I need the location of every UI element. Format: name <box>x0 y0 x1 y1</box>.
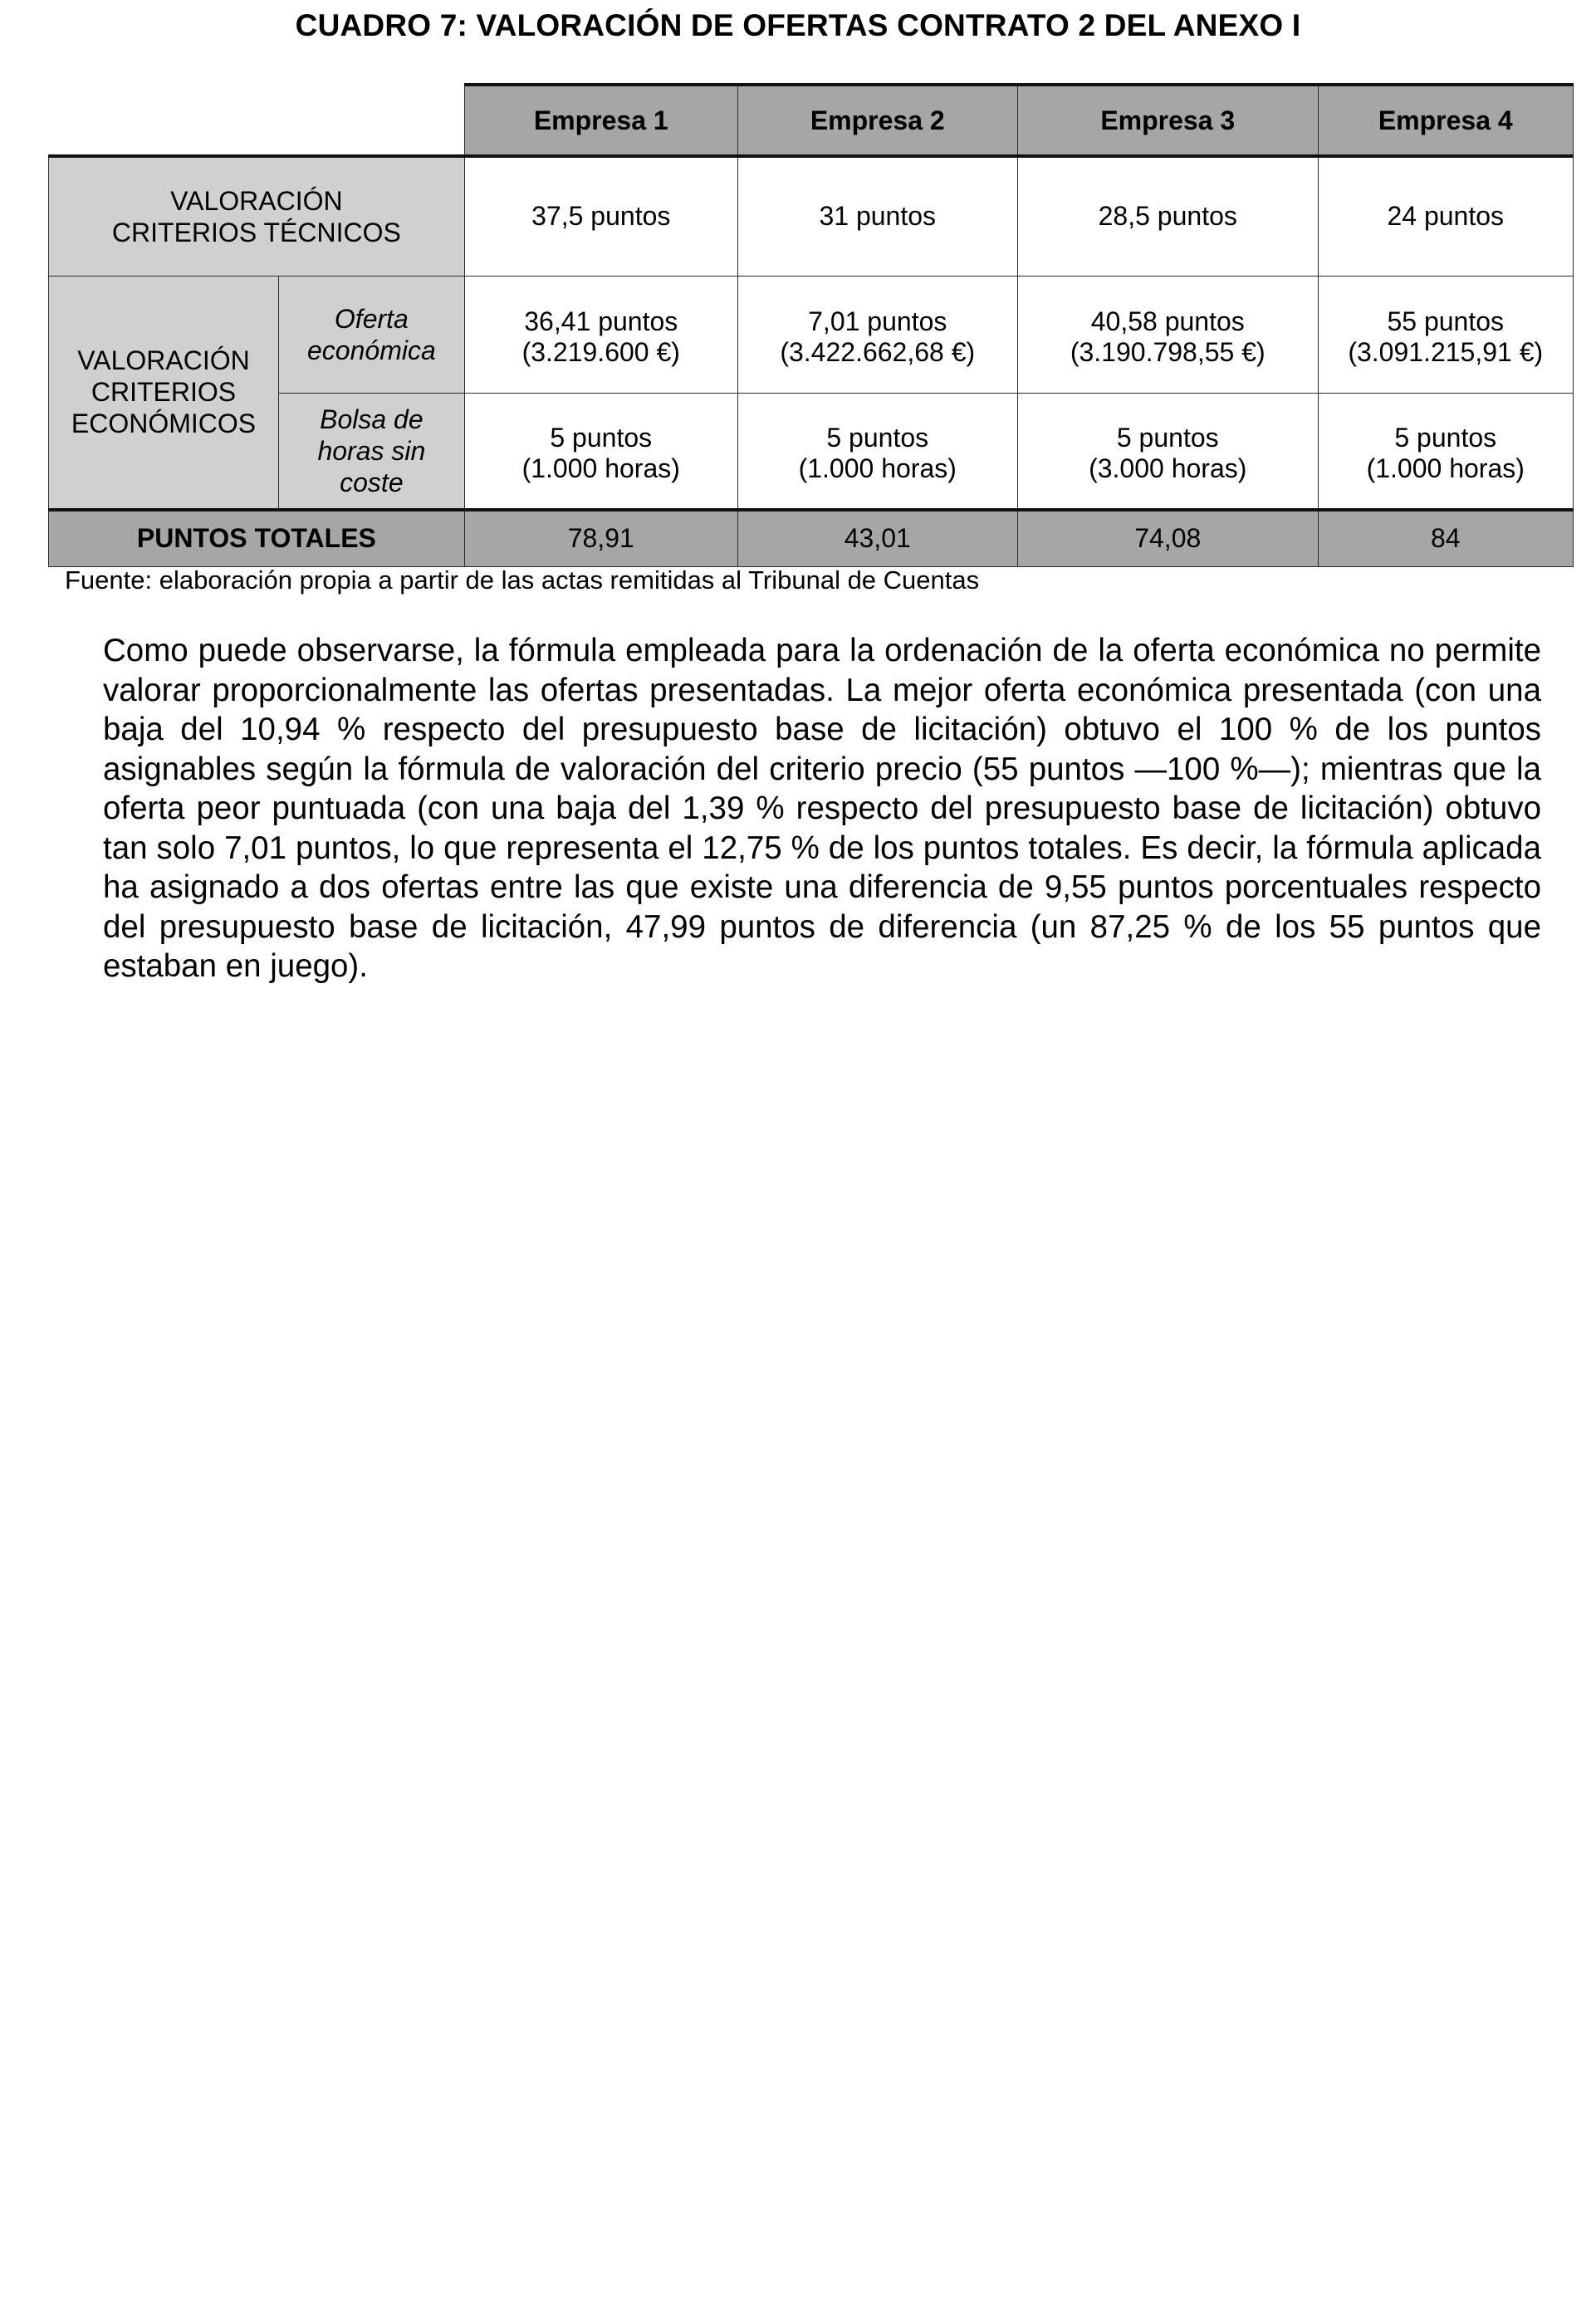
header-company-4: Empresa 4 <box>1318 85 1573 156</box>
hours-cell-2 <box>737 393 1017 510</box>
tech-row <box>49 156 1574 276</box>
hours-points: 5 puntos <box>1394 422 1497 453</box>
offer-cell-4 <box>1318 276 1573 393</box>
offer-amount: (3.190.798,55 €) <box>1070 336 1266 367</box>
tech-value-4: 24 puntos <box>1318 156 1573 276</box>
hours-amount: (1.000 horas) <box>1366 453 1525 483</box>
hours-cell-3 <box>1017 393 1318 510</box>
total-value-1: 78,91 <box>464 510 737 566</box>
tech-value-2: 31 puntos <box>737 156 1017 276</box>
offer-row <box>49 276 1574 393</box>
offer-points: 36,41 puntos <box>524 306 678 336</box>
offer-points: 40,58 puntos <box>1090 306 1245 336</box>
hours-cell-1 <box>464 393 737 510</box>
header-row <box>49 85 1574 156</box>
page-title: CUADRO 7: VALORACIÓN DE OFERTAS CONTRATO 2 DEL ANEXO I <box>295 8 1301 42</box>
hours-label <box>279 393 465 510</box>
hours-amount: (1.000 horas) <box>521 453 680 483</box>
hours-points: 5 puntos <box>550 422 653 453</box>
offer-cell-1 <box>464 276 737 393</box>
offer-points: 7,01 puntos <box>808 306 947 336</box>
tech-criteria-label <box>49 156 465 276</box>
header-company-2: Empresa 2 <box>737 85 1017 156</box>
hours-label-text: Bolsa de horas sin coste <box>317 404 426 497</box>
table-source-note: Fuente: elaboración propia a partir de las actas remitidas al Tribunal de Cuentas <box>65 565 980 595</box>
econ-criteria-label-text: VALORACIÓN CRITERIOS ECONÓMICOS <box>71 345 257 439</box>
total-value-4: 84 <box>1318 510 1573 566</box>
offer-cell-2 <box>737 276 1017 393</box>
hours-points: 5 puntos <box>1116 422 1219 453</box>
hours-amount: (3.000 horas) <box>1089 453 1247 483</box>
offer-points: 55 puntos <box>1387 306 1505 336</box>
totals-row <box>49 510 1574 566</box>
tech-value-3: 28,5 puntos <box>1017 156 1318 276</box>
offer-amount: (3.422.662,68 €) <box>780 336 976 367</box>
header-company-3: Empresa 3 <box>1017 85 1318 156</box>
header-company-1: Empresa 1 <box>464 85 737 156</box>
offer-cell-3 <box>1017 276 1318 393</box>
offer-label <box>279 276 465 393</box>
header-corner <box>49 85 465 156</box>
hours-points: 5 puntos <box>826 422 929 453</box>
total-value-3: 74,08 <box>1017 510 1318 566</box>
hours-amount: (1.000 horas) <box>798 453 957 483</box>
offer-label-text: Oferta económica <box>307 303 436 365</box>
total-value-2: 43,01 <box>737 510 1017 566</box>
econ-criteria-label <box>49 276 279 510</box>
offer-amount: (3.219.600 €) <box>521 336 680 367</box>
body-paragraph: Como puede observarse, la fórmula empleada para la ordenación de la oferta económica no permite valorar proporcionalmente las ofertas presentadas. La mejor oferta económica presentada (con una baja del 10,94 % respecto del presupuesto base de licitación) obtuvo el 100 % de los puntos asignables según la fórmula de valoración del criterio precio (55 puntos —100 %—); mientras que la oferta peor puntuada (con una baja del 1,39 % respecto del presupuesto base de licitación) obtuvo tan solo 7,01 puntos, lo que representa el 12,75 % de los puntos totales. Es decir, la fórmula aplicada ha asignado a dos ofertas entre las que existe una diferencia de 9,55 puntos porcentuales respecto del presupuesto base de licitación, 47,99 puntos de diferencia (un 87,25 % de los 55 puntos que estaban en juego). <box>103 633 1541 984</box>
valuation-table <box>48 83 1574 567</box>
offer-amount: (3.091.215,91 €) <box>1348 336 1544 367</box>
tech-value-1: 37,5 puntos <box>464 156 737 276</box>
total-label: PUNTOS TOTALES <box>49 510 465 566</box>
tech-criteria-label-text: VALORACIÓN CRITERIOS TÉCNICOS <box>111 185 401 247</box>
hours-cell-4 <box>1318 393 1573 510</box>
